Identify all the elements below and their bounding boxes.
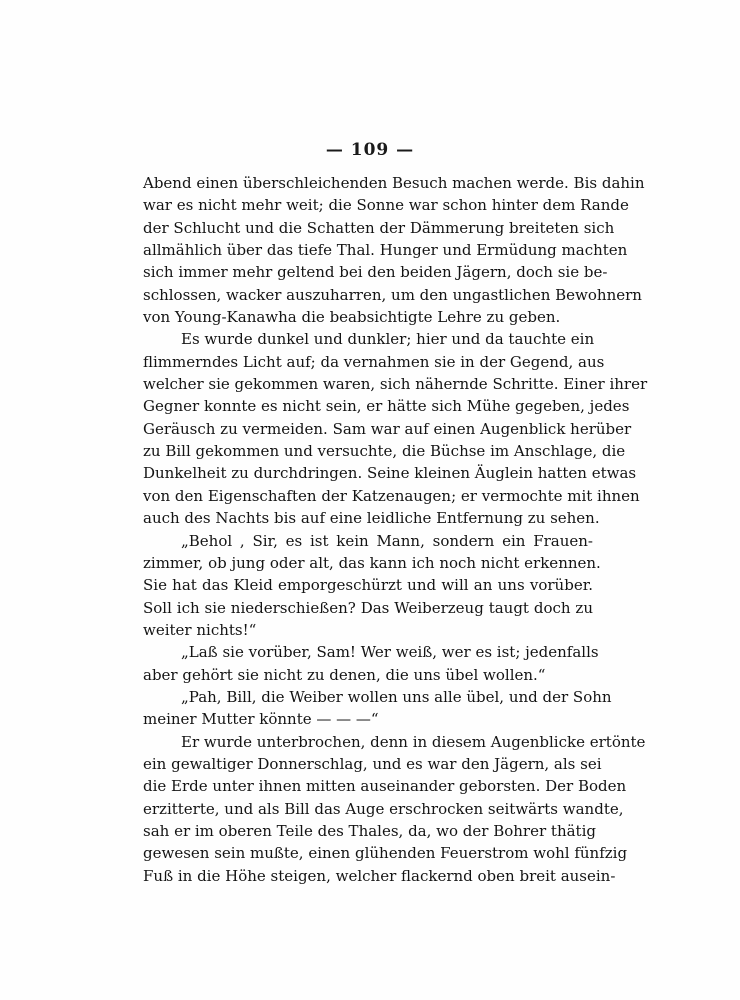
text-line: Gegner konnte es nicht sein, er hätte sich Mühe gegeben, jedes: [143, 397, 630, 416]
paragraph: [143, 328, 648, 529]
text-line: allmählich über das tiefe Thal. Hunger und Ermüdung machten: [143, 241, 628, 260]
text-line: „Pah, Bill, die Weiber wollen uns alle übel, und der Sohn: [181, 687, 612, 706]
text-line: Dunkelheit zu durchdringen. Seine kleinen Äuglein hatten etwas: [143, 464, 637, 483]
text-line: ein gewaltiger Donnerschlag, und es war den Jägern, als sei: [143, 754, 602, 773]
text-line: zu Bill gekommen und versuchte, die Büchse im Anschlage, die: [143, 442, 626, 461]
text-line: war es nicht mehr weit; die Sonne war schon hinter dem Rande: [143, 196, 629, 215]
text-line: auch des Nachts bis auf eine leidliche Entfernung zu sehen.: [143, 509, 600, 528]
text-line: Abend einen überschleichenden Besuch machen werde. Bis dahin: [143, 174, 645, 192]
text-line: „Behol , Sir, es ist kein Mann, sondern ein Frauen-: [181, 531, 593, 550]
page-number: — 109 —: [325, 140, 415, 160]
text-line: Geräusch zu vermeiden. Sam war auf einen Augenblick herüber: [143, 419, 632, 438]
text-line: Es wurde dunkel und dunkler; hier und da tauchte ein: [181, 330, 595, 349]
text-line: schlossen, wacker auszuharren, um den ungastlichen Bewohnern: [143, 285, 642, 304]
text-line: von Young-Kanawha die beabsichtigte Lehre zu geben.: [143, 308, 561, 327]
paragraph: [143, 172, 645, 328]
paragraph: [143, 530, 601, 642]
body-text: [143, 172, 648, 887]
text-line: aber gehört sie nicht zu denen, die uns übel wollen.“: [143, 665, 546, 684]
text-line: flimmerndes Licht auf; da vernahmen sie in der Gegend, aus: [143, 352, 605, 371]
text-line: sich immer mehr geltend bei den beiden Jägern, doch sie be-: [143, 263, 608, 282]
text-line: Sie hat das Kleid emporgeschürzt und will an uns vorüber.: [143, 576, 593, 595]
text-line: weiter nichts!“: [143, 620, 257, 639]
paragraph: [143, 686, 612, 731]
text-line: der Schlucht und die Schatten der Dämmerung breiteten sich: [143, 218, 615, 237]
text-line: Soll ich sie niederschießen? Das Weiberzeug taugt doch zu: [143, 598, 593, 617]
text-line: sah er im oberen Teile des Thales, da, wo der Bohrer thätig: [143, 821, 596, 840]
text-line: zimmer, ob jung oder alt, das kann ich noch nicht erkennen.: [143, 553, 601, 572]
text-line: von den Eigenschaften der Katzenaugen; er vermochte mit ihnen: [143, 486, 640, 505]
text-line: Er wurde unterbrochen, denn in diesem Augenblicke ertönte: [181, 732, 646, 751]
text-line: „Laß sie vorüber, Sam! Wer weiß, wer es ist; jedenfalls: [181, 643, 599, 662]
text-line: Fuß in die Höhe steigen, welcher flackernd oben breit ausein-: [143, 866, 616, 885]
paragraph: [143, 731, 646, 887]
text-line: gewesen sein mußte, einen glühenden Feuerstrom wohl fünfzig: [143, 844, 628, 863]
paragraph: [143, 641, 599, 686]
text-line: erzitterte, und als Bill das Auge erschrocken seitwärts wandte,: [143, 799, 624, 818]
text-line: meiner Mutter könnte — — —“: [143, 710, 379, 729]
text-line: welcher sie gekommen waren, sich nähernde Schritte. Einer ihrer: [143, 375, 648, 394]
text-line: die Erde unter ihnen mitten auseinander geborsten. Der Boden: [143, 777, 627, 796]
